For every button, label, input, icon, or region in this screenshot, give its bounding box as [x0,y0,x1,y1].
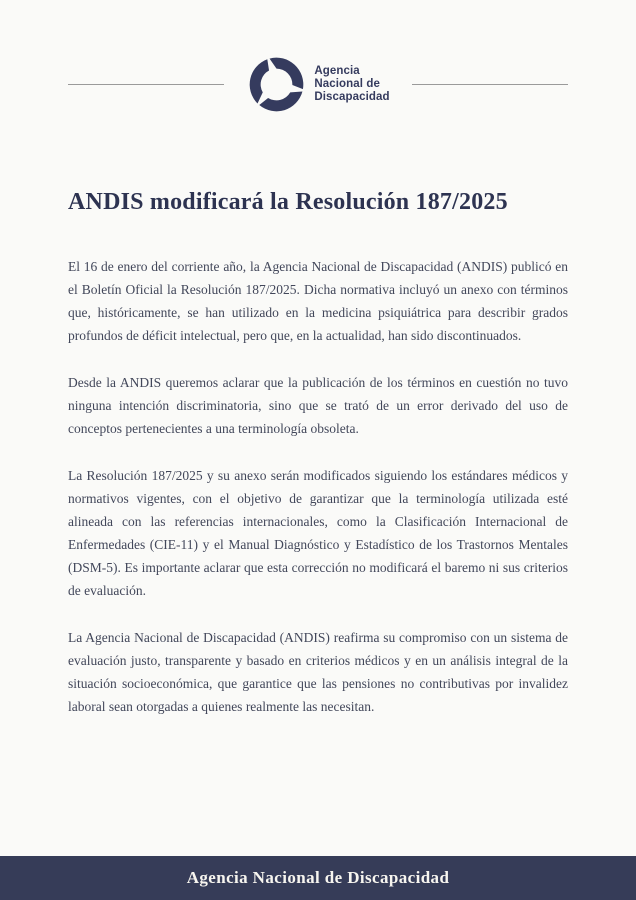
footer-agency-name: Agencia Nacional de Discapacidad [186,868,450,887]
article-body [68,255,568,718]
andis-logo [246,54,389,115]
logo-wordmark-line2: Nacional de [314,77,380,90]
footer-bar [0,856,636,900]
header-rule-left [68,84,224,85]
paragraph-1: El 16 de enero del corriente año, la Agencia Nacional de Discapacidad (ANDIS) publicó en el Boletín Oficial la Resolución 187/2025. Dicha normativa incluyó un anexo con términos que, históricamente, se han utilizado en la medicina psiquiátrica para describir grados profundos de déficit intelectual, pero que, en la actualidad, han sido discontinuados. [68,259,568,343]
paragraph-4: La Agencia Nacional de Discapacidad (ANDIS) reafirma su compromiso con un sistema de evaluación justo, transparente y basado en criterios médicos y en un análisis integral de la situación socioeconómica, que garantice que las pensiones no contributivas por invalidez laboral sean otorgadas a quienes realmente las necesitan. [68,630,568,714]
paragraph-3: La Resolución 187/2025 y su anexo serán modificados siguiendo los estándares médicos y normativos vigentes, con el objetivo de garantizar que la terminología utilizada esté alineada con las referencias internacionales, como la Clasificación Internacional de Enfermedades (CIE-11) y el Manual Diagnóstico y Estadístico de los Trastornos Mentales (DSM-5). Es importante aclarar que esta corrección no modificará el baremo ni sus criterios de evaluación. [68,468,568,598]
page-title: ANDIS modificará la Resolución 187/2025 [68,189,508,215]
header-rule-right [412,84,568,85]
paragraph-2: Desde la ANDIS queremos aclarar que la publicación de los términos en cuestión no tuvo ninguna intención discriminatoria, sino que se trató de un error derivado del uso de conceptos pertenecientes a una terminología obsoleta. [68,375,568,436]
andis-swirl-logo-icon [246,54,307,115]
logo-wordmark-line1: Agencia [314,64,360,77]
logo-wordmark-line3: Discapacidad [314,90,390,103]
article [68,186,568,718]
logo-wordmark [314,65,389,104]
header [0,52,636,116]
